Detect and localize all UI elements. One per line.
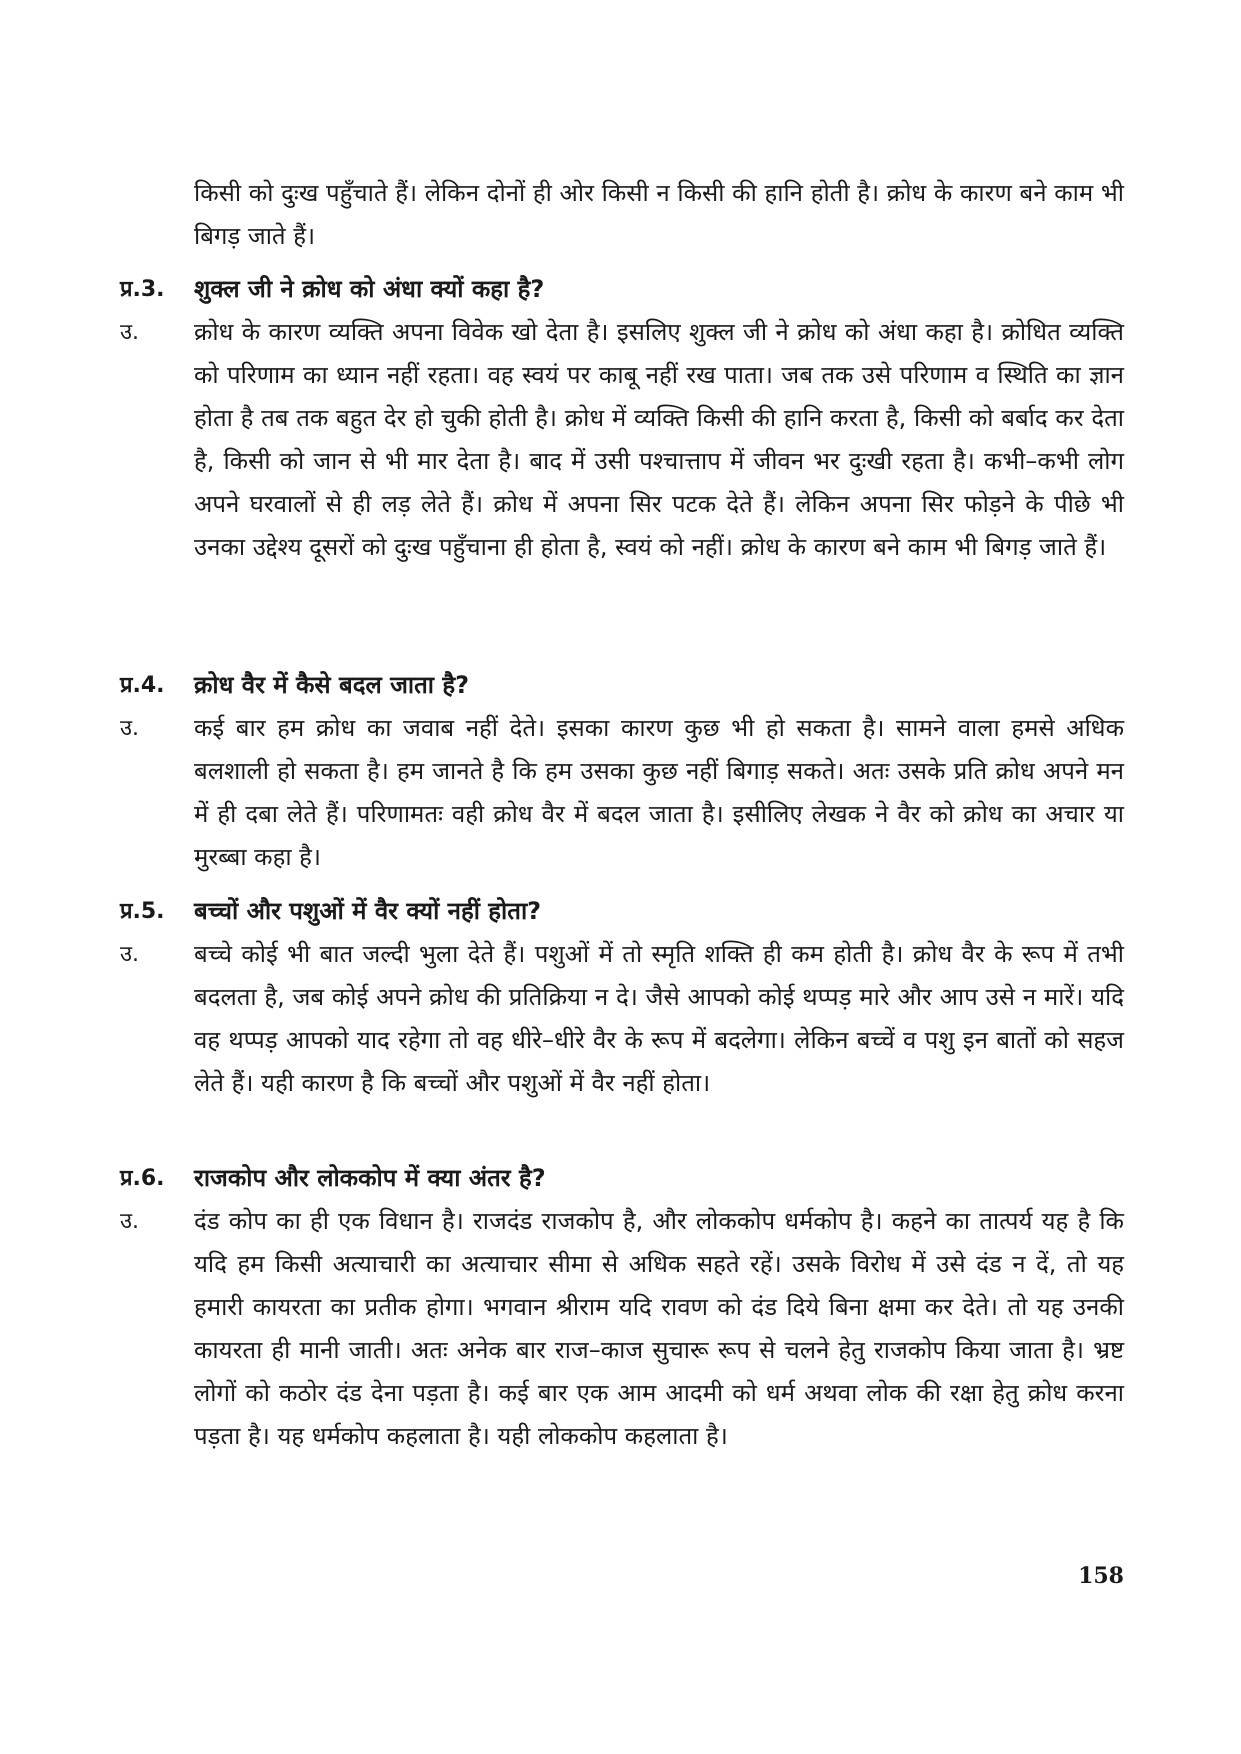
question-row bbox=[120, 1157, 1124, 1200]
answer-marker: उ. bbox=[120, 320, 140, 345]
intro-paragraph-block bbox=[194, 172, 1124, 258]
question-text: बच्चों और पशुओं में वैर क्यों नहीं होता? bbox=[194, 897, 542, 925]
answer-row bbox=[120, 707, 1124, 879]
question-block-3 bbox=[120, 268, 1124, 569]
question-row bbox=[120, 664, 1124, 707]
answer-row bbox=[120, 1200, 1124, 1458]
answer-row bbox=[120, 933, 1124, 1105]
question-number: प्र.6. bbox=[120, 1166, 165, 1191]
page-number: 158 bbox=[1078, 1563, 1124, 1589]
question-number: प्र.5. bbox=[120, 899, 165, 924]
question-text: राजकोप और लोककोप में क्या अंतर है? bbox=[194, 1164, 546, 1192]
question-number: प्र.3. bbox=[120, 277, 165, 302]
answer-marker: उ. bbox=[120, 942, 140, 967]
question-block-4 bbox=[120, 664, 1124, 879]
question-block-6 bbox=[120, 1157, 1124, 1458]
question-block-5 bbox=[120, 890, 1124, 1105]
answer-text: कई बार हम क्रोध का जवाब नहीं देते। इसका कारण कुछ भी हो सकता है। सामने वाला हमसे अधिक बलशाली हो सकता है। हम जानते है कि हम उसका कुछ नहीं बिगाड़ सकते। अतः उसके प्रति क्रोध अपने मन में ही दबा लेते हैं। परिणामतः वही क्रोध वैर में बदल जाता है। इसीलिए लेखक ने वैर को क्रोध का अचार या मुरब्बा कहा है। bbox=[194, 714, 1124, 871]
answer-text: दंड कोप का ही एक विधान है। राजदंड राजकोप है, और लोककोप धर्मकोप है। कहने का तात्पर्य यह है कि यदि हम किसी अत्याचारी का अत्याचार सीमा से अधिक सहते रहें। उसके विरोध में उसे दंड न दें, तो यह हमारी कायरता का प्रतीक होगा। भगवान श्रीराम यदि रावण को दंड दिये बिना क्षमा कर देते। तो यह उनकी कायरता ही मानी जाती। अतः अनेक बार राज–काज सुचारू रूप से चलने हेतु राजकोप किया जाता है। भ्रष्ट लोगों को कठोर दंड देना पड़ता है। कई बार एक आम आदमी को धर्म अथवा लोक की रक्षा हेतु क्रोध करना पड़ता है। यह धर्मकोप कहलाता है। यही लोककोप कहलाता है। bbox=[194, 1207, 1124, 1450]
intro-paragraph: किसी को दुःख पहुँचाते हैं। लेकिन दोनों ही ओर किसी न किसी की हानि होती है। क्रोध के कारण बने काम भी बिगड़ जाते हैं। bbox=[194, 179, 1124, 250]
question-row bbox=[120, 890, 1124, 933]
question-number: प्र.4. bbox=[120, 673, 165, 698]
answer-marker: उ. bbox=[120, 1209, 140, 1234]
answer-text: क्रोध के कारण व्यक्ति अपना विवेक खो देता है। इसलिए शुक्ल जी ने क्रोध को अंधा कहा है। क्रोधित व्यक्ति को परिणाम का ध्यान नहीं रहता। वह स्वयं पर काबू नहीं रख पाता। जब तक उसे परिणाम व स्थिति का ज्ञान होता है तब तक बहुत देर हो चुकी होती है। क्रोध में व्यक्ति किसी की हानि करता है, किसी को बर्बाद कर देता है, किसी को जान से भी मार देता है। बाद में उसी पश्चात्ताप में जीवन भर दुःखी रहता है। कभी–कभी लोग अपने घरवालों से ही लड़ लेते हैं। क्रोध में अपना सिर पटक देते हैं। लेकिन अपना सिर फोड़ने के पीछे भी उनका उद्देश्य दूसरों को दुःख पहुँचाना ही होता है, स्वयं को नहीं। क्रोध के कारण बने काम भी बिगड़ जाते हैं। bbox=[194, 318, 1124, 561]
answer-marker: उ. bbox=[120, 716, 140, 741]
answer-row bbox=[120, 311, 1124, 569]
question-text: शुक्ल जी ने क्रोध को अंधा क्यों कहा है? bbox=[194, 275, 545, 303]
question-row bbox=[120, 268, 1124, 311]
question-text: क्रोध वैर में कैसे बदल जाता है? bbox=[194, 671, 470, 699]
answer-text: बच्चे कोई भी बात जल्दी भुला देते हैं। पशुओं में तो स्मृति शक्ति ही कम होती है। क्रोध वैर के रूप में तभी बदलता है, जब कोई अपने क्रोध की प्रतिक्रिया न दे। जैसे आपको कोई थप्पड़ मारे और आप उसे न मारें। यदि वह थप्पड़ आपको याद रहेगा तो वह धीरे–धीरे वैर के रूप में बदलेगा। लेकिन बच्चें व पशु इन बातों को सहज लेते हैं। यही कारण है कि बच्चों और पशुओं में वैर नहीं होता। bbox=[194, 940, 1124, 1097]
